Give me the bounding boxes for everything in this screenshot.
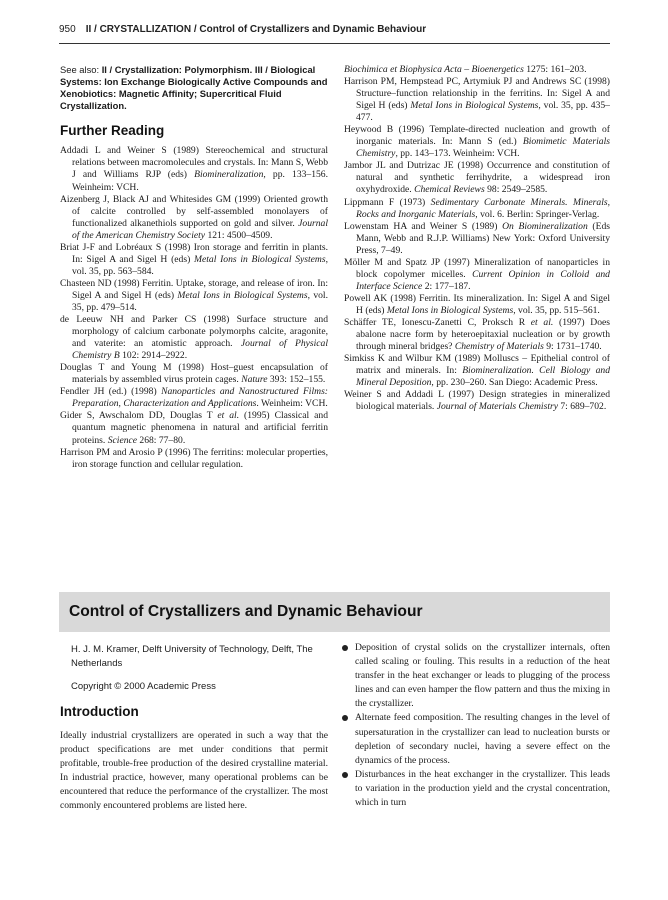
bullet-item [340, 711, 610, 767]
problem-bullet-list [340, 641, 610, 810]
reference-entry: Douglas T and Young M (1998) Host–guest encapsulation of materials by assembled virus protein cages. Nature 393: 152–155. [60, 362, 328, 386]
header-rule [59, 43, 610, 44]
reference-entry: Fendler JH (ed.) (1998) Nanoparticles and Nanostructured Films: Preparation, Characterization and Applications. Weinheim: VCH. [60, 386, 328, 410]
reference-entry: Harrison PM and Arosio P (1996) The ferritins: molecular properties, iron storage function and cellular regulation. [60, 446, 328, 470]
reference-entry: de Leeuw NH and Parker CS (1998) Surface structure and morphology of calcium carbonate polymorphs calcite, aragonite, and vaterite: an atomistic approach. Journal of Physical Chemistry B 102: 2914–2922. [60, 314, 329, 362]
introduction-section [60, 704, 328, 814]
reference-entry: Addadi L and Weiner S (1989) Stereochemical and structural relations between macromolecules and crystals. In: Mann S, Webb J and Williams RJP (eds) Biomineralization, pp. 133–156. Weinheim: VCH. [60, 145, 328, 193]
article-title-bar [59, 592, 610, 632]
reference-entry: Simkiss K and Wilbur KM (1989) Molluscs – Epithelial control of matrix and minerals. In: Biomineralization. Cell Biology and Mineral Deposition, pp. 230–260. San Diego: Academic Press. [344, 353, 610, 389]
author-line: H. J. M. Kramer, Delft University of Technology, Delft, The Netherlands [71, 644, 313, 669]
reference-entry: Powell AK (1998) Ferritin. Its mineralization. In: Sigel A and Sigel H (eds) Metal Ions in Biological Systems, vol. 35, pp. 515–561. [344, 292, 610, 316]
see-also-links[interactable]: II / Crystallization: Polymorphism. III / Biological Systems: Ion Exchange Biologically Active Compounds and Xenobiotics: Magnetic Affinity; Supercritical Fluid Crystallization. [60, 64, 328, 112]
see-also [60, 64, 328, 112]
further-reading-heading: Further Reading [60, 123, 165, 139]
reference-entry: Jambor JL and Dutrizac JE (1998) Occurrence and constitution of natural and synthetic ferrihydrite, a widespread iron oxyhydroxide. Chemical Reviews 98: 2549–2585. [344, 160, 610, 196]
bullet-text: Disturbances in the heat exchanger in the crystallizer. This leads to variation in the production yield and the crystal concentration, which in turn [355, 768, 610, 809]
reference-entry: Chasteen ND (1998) Ferritin. Uptake, storage, and release of iron. In: Sigel A and Sigel H (eds) Metal Ions in Biological Systems, vol. 35, pp. 479–514. [60, 277, 328, 313]
article-title: Control of Crystallizers and Dynamic Behaviour [69, 603, 423, 620]
bullet-dot-icon [342, 772, 348, 778]
reference-entry: Weiner S and Addadi L (1997) Design strategies in mineralized biological materials. Journal of Materials Chemistry 7: 689–702. [344, 389, 610, 413]
bullet-item [340, 641, 610, 711]
reference-entry: Briat J-F and Lobréaux S (1998) Iron storage and ferritin in plants. In: Sigel A and Sigel H (eds) Metal Ions in Biological Systems, vol. 35, pp. 563–584. [60, 241, 328, 277]
right-column [344, 64, 610, 413]
reference-entry: Harrison PM, Hempstead PC, Artymiuk PJ and Andrews SC (1998) Structure–function relationship in the ferritins. In: Sigel A and Sigel H (eds) Metal Ions in Biological Systems, vol. 35, pp. 435–477. [344, 76, 610, 124]
left-column [60, 64, 328, 471]
running-title: II / CRYSTALLIZATION / Control of Crystallizers and Dynamic Behaviour [85, 24, 427, 35]
reference-entry: Lowenstam HA and Weiner S (1989) On Biomineralization (Eds Mann, Webb and R.J.P. Williams) New York: Oxford University Press, 7–49. [344, 220, 610, 256]
reference-entry: Möller M and Spatz JP (1997) Mineralization of nanoparticles in block copolymer micelles. Current Opinion in Colloid and Interface Science 2: 177–187. [344, 256, 610, 292]
introduction-text: Ideally industrial crystallizers are operated in such a way that the product specifications are met under conditions that permit profitable, trouble-free production of the desired crystalline material. In industrial practice, however, many operational problems can be encountered that reduce the performance of the crystallizer. The most commonly encountered problems are listed here. [60, 730, 328, 812]
running-header [59, 24, 610, 35]
reference-entry: Biochimica et Biophysica Acta – Bioenergetics 1275: 161–203. [344, 64, 587, 75]
page-number: 950 [59, 24, 76, 35]
bullet-text: Deposition of crystal solids on the crystallizer internals, often called scaling or fouling. This results in a reduction of the heat transfer in the heat exchanger or leads to plugging of the process lines and can even hamper the flow pattern and thus the mixing in the crystallizer. [355, 642, 610, 710]
copyright: Copyright © 2000 Academic Press [71, 681, 216, 692]
bullet-dot-icon [342, 715, 348, 721]
bullet-text: Alternate feed composition. The resulting changes in the level of supersaturation in the crystallizer can lead to nucleation bursts or depletion of secondary nuclei, having a severe effect on the dynamics of the process. [355, 712, 610, 766]
reference-list-right [344, 64, 610, 413]
reference-list-left [60, 145, 328, 470]
author-affiliation [71, 643, 331, 694]
reference-entry: Gider S, Awschalom DD, Douglas T et al. (1995) Classical and quantum magnetic phenomena in natural and artificial ferritin proteins. Science 268: 77–80. [60, 410, 328, 446]
bullet-dot-icon [342, 645, 348, 651]
bullet-item [340, 768, 610, 810]
reference-entry: Schäffer TE, Ionescu-Zanetti C, Proksch R et al. (1997) Does abalone nacre form by heteroepitaxial nucleation or by growth through mineral bridges? Chemistry of Materials 9: 1731–1740. [344, 316, 610, 353]
reference-entry: Heywood B (1996) Template-directed nucleation and growth of inorganic materials. In: Mann S (ed.) Biomimetic Materials Chemistry, pp. 143–173. Weinheim: VCH. [344, 124, 610, 160]
see-also-prefix: See also: [60, 64, 100, 75]
reference-entry: Lippmann F (1973) Sedimentary Carbonate Minerals. Minerals, Rocks and Inorganic Materials, vol. 6. Berlin: Springer-Verlag. [344, 196, 610, 220]
reference-entry: Aizenberg J, Black AJ and Whitesides GM (1999) Oriented growth of calcite controlled by self-assembled monolayers of functionalized alkanethiols supported on gold and silver. Journal of the American Chemistry Society 121: 4500–4509. [60, 193, 328, 241]
introduction-heading: Introduction [60, 704, 139, 719]
